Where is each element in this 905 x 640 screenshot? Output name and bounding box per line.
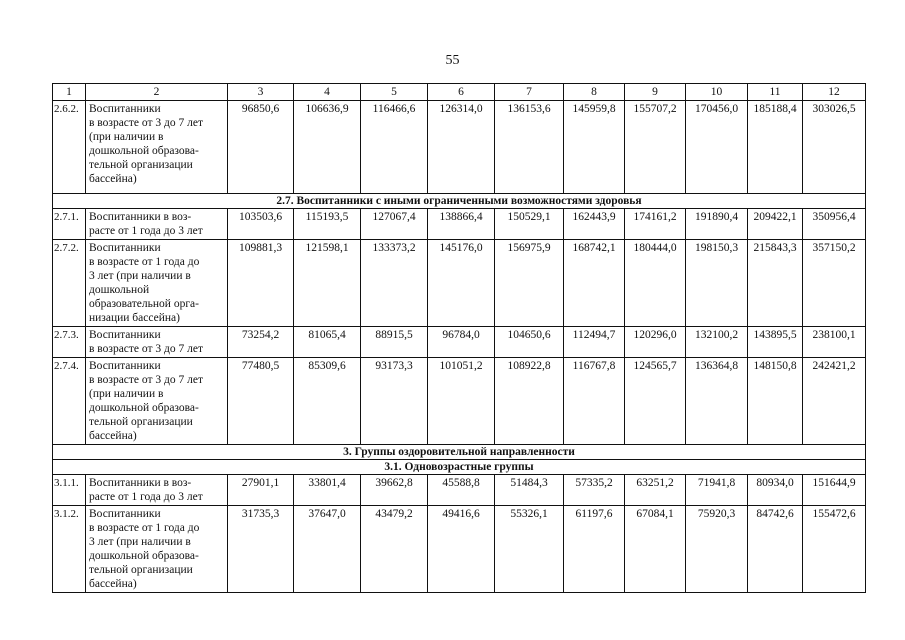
value-cell: 357150,2 — [803, 240, 866, 327]
value-cell: 143895,5 — [748, 327, 803, 358]
table-row — [53, 358, 866, 445]
value-cell: 57335,2 — [564, 475, 625, 506]
tariff-table-container — [52, 83, 866, 593]
value-cell: 350956,4 — [803, 209, 866, 240]
table-row — [53, 209, 866, 240]
table-row — [53, 101, 866, 194]
value-cell: 67084,1 — [625, 506, 686, 593]
value-cell: 73254,2 — [228, 327, 294, 358]
value-cell: 104650,6 — [495, 327, 564, 358]
value-cell: 133373,2 — [361, 240, 428, 327]
header-row — [53, 84, 866, 101]
row-code: 2.6.2. — [53, 101, 86, 194]
page-number: 55 — [445, 53, 460, 68]
value-cell: 37647,0 — [294, 506, 361, 593]
section-heading: 2.7. Воспитанники с иными ограниченными возможностями здоровья — [53, 194, 866, 209]
value-cell: 43479,2 — [361, 506, 428, 593]
value-cell: 174161,2 — [625, 209, 686, 240]
value-cell: 185188,4 — [748, 101, 803, 194]
tariff-table — [52, 83, 866, 593]
row-name: Воспитанники в возрасте от 3 до 7 лет (при наличии в дошкольной образова- тельной организации бассейна) — [86, 358, 228, 445]
value-cell: 71941,8 — [686, 475, 748, 506]
value-cell: 168742,1 — [564, 240, 625, 327]
value-cell: 88915,5 — [361, 327, 428, 358]
value-cell: 61197,6 — [564, 506, 625, 593]
value-cell: 109881,3 — [228, 240, 294, 327]
value-cell: 145176,0 — [428, 240, 495, 327]
value-cell: 132100,2 — [686, 327, 748, 358]
row-code: 2.7.4. — [53, 358, 86, 445]
value-cell: 151644,9 — [803, 475, 866, 506]
table-row — [53, 475, 866, 506]
value-cell: 215843,3 — [748, 240, 803, 327]
value-cell: 63251,2 — [625, 475, 686, 506]
value-cell: 49416,6 — [428, 506, 495, 593]
value-cell: 96850,6 — [228, 101, 294, 194]
value-cell: 39662,8 — [361, 475, 428, 506]
column-header: 11 — [748, 84, 803, 101]
column-header: 10 — [686, 84, 748, 101]
column-header: 5 — [361, 84, 428, 101]
value-cell: 55326,1 — [495, 506, 564, 593]
subsection-heading: 3.1. Одновозрастные группы — [53, 460, 866, 475]
value-cell: 116767,8 — [564, 358, 625, 445]
value-cell: 101051,2 — [428, 358, 495, 445]
value-cell: 155472,6 — [803, 506, 866, 593]
table-row — [53, 506, 866, 593]
value-cell: 148150,8 — [748, 358, 803, 445]
column-header: 1 — [53, 84, 86, 101]
value-cell: 81065,4 — [294, 327, 361, 358]
row-name: Воспитанники в воз- расте от 1 года до 3 лет — [86, 475, 228, 506]
row-name: Воспитанники в воз- расте от 1 года до 3 лет — [86, 209, 228, 240]
value-cell: 31735,3 — [228, 506, 294, 593]
value-cell: 209422,1 — [748, 209, 803, 240]
value-cell: 242421,2 — [803, 358, 866, 445]
section-row — [53, 445, 866, 460]
row-code: 2.7.2. — [53, 240, 86, 327]
column-header: 7 — [495, 84, 564, 101]
value-cell: 93173,3 — [361, 358, 428, 445]
value-cell: 124565,7 — [625, 358, 686, 445]
row-code: 2.7.3. — [53, 327, 86, 358]
column-header: 4 — [294, 84, 361, 101]
row-code: 2.7.1. — [53, 209, 86, 240]
value-cell: 106636,9 — [294, 101, 361, 194]
value-cell: 33801,4 — [294, 475, 361, 506]
value-cell: 27901,1 — [228, 475, 294, 506]
value-cell: 126314,0 — [428, 101, 495, 194]
value-cell: 145959,8 — [564, 101, 625, 194]
value-cell: 120296,0 — [625, 327, 686, 358]
value-cell: 156975,9 — [495, 240, 564, 327]
value-cell: 45588,8 — [428, 475, 495, 506]
row-code: 3.1.1. — [53, 475, 86, 506]
value-cell: 75920,3 — [686, 506, 748, 593]
row-name: Воспитанники в возрасте от 3 до 7 лет (при наличии в дошкольной образова- тельной организации бассейна) — [86, 101, 228, 194]
value-cell: 198150,3 — [686, 240, 748, 327]
value-cell: 150529,1 — [495, 209, 564, 240]
value-cell: 136153,6 — [495, 101, 564, 194]
value-cell: 84742,6 — [748, 506, 803, 593]
row-name: Воспитанники в возрасте от 3 до 7 лет — [86, 327, 228, 358]
value-cell: 121598,1 — [294, 240, 361, 327]
row-name: Воспитанники в возрасте от 1 года до 3 лет (при наличии в дошкольной образовательной орга- низации бассейна) — [86, 240, 228, 327]
value-cell: 180444,0 — [625, 240, 686, 327]
value-cell: 96784,0 — [428, 327, 495, 358]
section-heading: 3. Группы оздоровительной направленности — [53, 445, 866, 460]
value-cell: 115193,5 — [294, 209, 361, 240]
value-cell: 116466,6 — [361, 101, 428, 194]
value-cell: 155707,2 — [625, 101, 686, 194]
value-cell: 85309,6 — [294, 358, 361, 445]
column-header: 12 — [803, 84, 866, 101]
section-row — [53, 460, 866, 475]
value-cell: 170456,0 — [686, 101, 748, 194]
value-cell: 191890,4 — [686, 209, 748, 240]
table-row — [53, 327, 866, 358]
value-cell: 303026,5 — [803, 101, 866, 194]
value-cell: 112494,7 — [564, 327, 625, 358]
section-row — [53, 194, 866, 209]
value-cell: 51484,3 — [495, 475, 564, 506]
value-cell: 138866,4 — [428, 209, 495, 240]
column-header: 9 — [625, 84, 686, 101]
column-header: 3 — [228, 84, 294, 101]
column-header: 8 — [564, 84, 625, 101]
row-name: Воспитанники в возрасте от 1 года до 3 лет (при наличии в дошкольной образова- тельной организации бассейна) — [86, 506, 228, 593]
value-cell: 80934,0 — [748, 475, 803, 506]
column-header: 6 — [428, 84, 495, 101]
value-cell: 162443,9 — [564, 209, 625, 240]
value-cell: 136364,8 — [686, 358, 748, 445]
value-cell: 108922,8 — [495, 358, 564, 445]
table-row — [53, 240, 866, 327]
value-cell: 127067,4 — [361, 209, 428, 240]
value-cell: 103503,6 — [228, 209, 294, 240]
value-cell: 77480,5 — [228, 358, 294, 445]
column-header: 2 — [86, 84, 228, 101]
row-code: 3.1.2. — [53, 506, 86, 593]
value-cell: 238100,1 — [803, 327, 866, 358]
